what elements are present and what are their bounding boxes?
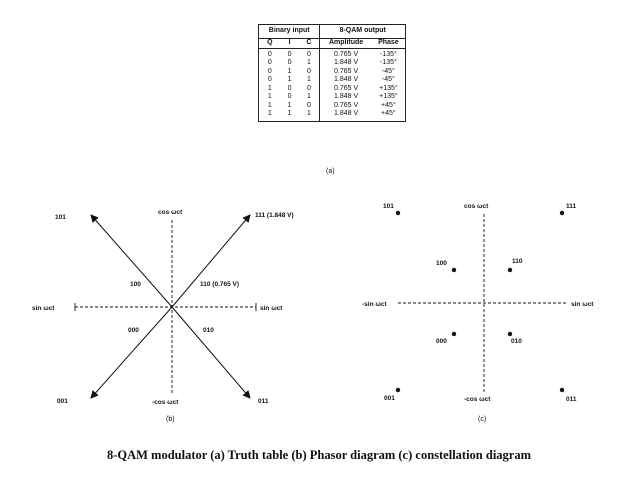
cell-amplitude: 1.848 V bbox=[320, 93, 372, 102]
cell-c: 1 bbox=[306, 110, 311, 117]
constellation-label-011: 011 bbox=[566, 396, 577, 403]
constellation-label-010: 010 bbox=[511, 338, 522, 345]
col-c: C bbox=[298, 39, 319, 49]
phasor-label-100: 100 bbox=[130, 281, 141, 288]
phasor-label-001: 001 bbox=[57, 398, 68, 405]
caption-b: (b) bbox=[166, 416, 175, 423]
binary-input-header: Binary input bbox=[259, 25, 320, 39]
cell-q: 1 bbox=[267, 93, 272, 100]
constellation-point-001 bbox=[396, 388, 400, 392]
cell-c: 0 bbox=[306, 50, 311, 58]
cell-phase: +135° bbox=[379, 84, 398, 92]
cell-phase: -45° bbox=[381, 67, 395, 75]
cell-i: 0 bbox=[287, 93, 292, 100]
col-i: I bbox=[281, 39, 299, 49]
constellation-point-101 bbox=[396, 211, 400, 215]
cell-q: 1 bbox=[267, 84, 272, 92]
col-q: Q bbox=[259, 39, 281, 49]
cell-q: 0 bbox=[267, 67, 272, 75]
phasor-label-101: 101 bbox=[55, 214, 66, 221]
constellation-label-111: 111 bbox=[566, 203, 577, 210]
cell-amplitude: 1.848 V bbox=[320, 59, 372, 68]
constellation-neg-cos-label: -cos ωct bbox=[464, 396, 491, 403]
cell-q: 0 bbox=[267, 76, 272, 83]
cell-i: 0 bbox=[287, 84, 292, 92]
phasor-sin-left-label: sin ωct bbox=[32, 305, 55, 312]
cell-phase: -135° bbox=[379, 50, 397, 58]
constellation-point-010 bbox=[508, 332, 512, 336]
cell-amplitude: 0.765 V bbox=[320, 68, 372, 77]
cell-phase: -45° bbox=[381, 76, 395, 83]
cell-q: 1 bbox=[267, 101, 272, 109]
cell-i: 0 bbox=[287, 59, 292, 66]
phasor-label-011: 011 bbox=[258, 398, 269, 405]
constellation-neg-sin-label: -sin ωct bbox=[362, 301, 387, 308]
constellation-point-100 bbox=[452, 268, 456, 272]
phasor-sin-right-label: sin ωct bbox=[260, 305, 283, 312]
phasor-cos-label: cos ωct bbox=[158, 209, 183, 216]
col-amplitude: Amplitude bbox=[320, 39, 372, 49]
cell-phase: -135° bbox=[379, 59, 397, 66]
constellation-point-000 bbox=[452, 332, 456, 336]
cell-phase: +45° bbox=[381, 110, 396, 117]
constellation-label-100: 100 bbox=[436, 260, 447, 267]
constellation-label-000: 000 bbox=[436, 338, 447, 345]
constellation-sin-label: sin ωct bbox=[571, 301, 594, 308]
cell-amplitude: 0.765 V bbox=[320, 85, 372, 94]
constellation-point-011 bbox=[560, 388, 564, 392]
caption-c: (c) bbox=[478, 416, 487, 423]
cell-c: 0 bbox=[306, 101, 311, 109]
cell-c: 1 bbox=[306, 76, 311, 83]
cell-i: 1 bbox=[287, 67, 292, 75]
cell-i: 1 bbox=[287, 110, 292, 117]
caption-a: (a) bbox=[326, 168, 335, 175]
cell-amplitude: 1.848 V bbox=[320, 110, 372, 121]
constellation-label-110: 110 bbox=[512, 258, 523, 265]
cell-amplitude: 0.765 V bbox=[320, 48, 372, 59]
phasor-label-111: 111 (1.848 V) bbox=[255, 212, 294, 219]
constellation-label-001: 001 bbox=[384, 395, 395, 402]
cell-i: 0 bbox=[287, 50, 292, 58]
constellation-cos-label: cos ωct bbox=[464, 203, 489, 210]
constellation-point-111 bbox=[560, 211, 564, 215]
cell-q: 0 bbox=[267, 59, 272, 66]
cell-q: 1 bbox=[267, 110, 272, 117]
cell-c: 1 bbox=[306, 93, 311, 100]
cell-c: 0 bbox=[306, 67, 311, 75]
cell-amplitude: 0.765 V bbox=[320, 102, 372, 111]
constellation-point-110 bbox=[508, 268, 512, 272]
phasor-label-110: 110 (0.765 V) bbox=[200, 281, 240, 288]
col-phase: Phase bbox=[372, 39, 406, 49]
cell-q: 0 bbox=[267, 50, 272, 58]
cell-i: 1 bbox=[287, 76, 292, 83]
cell-c: 0 bbox=[306, 84, 311, 92]
phasor-label-010: 010 bbox=[203, 327, 214, 334]
constellation-label-101: 101 bbox=[383, 203, 394, 210]
cell-phase: +135° bbox=[379, 93, 398, 100]
cell-c: 1 bbox=[306, 59, 311, 66]
cell-phase: +45° bbox=[381, 101, 396, 109]
cell-amplitude: 1.848 V bbox=[320, 76, 372, 85]
output-header: 8-QAM output bbox=[320, 25, 406, 39]
phasor-neg-cos-label: -cos ωct bbox=[152, 399, 179, 406]
cell-i: 1 bbox=[287, 101, 292, 109]
figure-caption: 8-QAM modulator (a) Truth table (b) Phasor diagram (c) constellation diagram bbox=[106, 448, 532, 462]
phasor-label-000: 000 bbox=[128, 327, 139, 334]
